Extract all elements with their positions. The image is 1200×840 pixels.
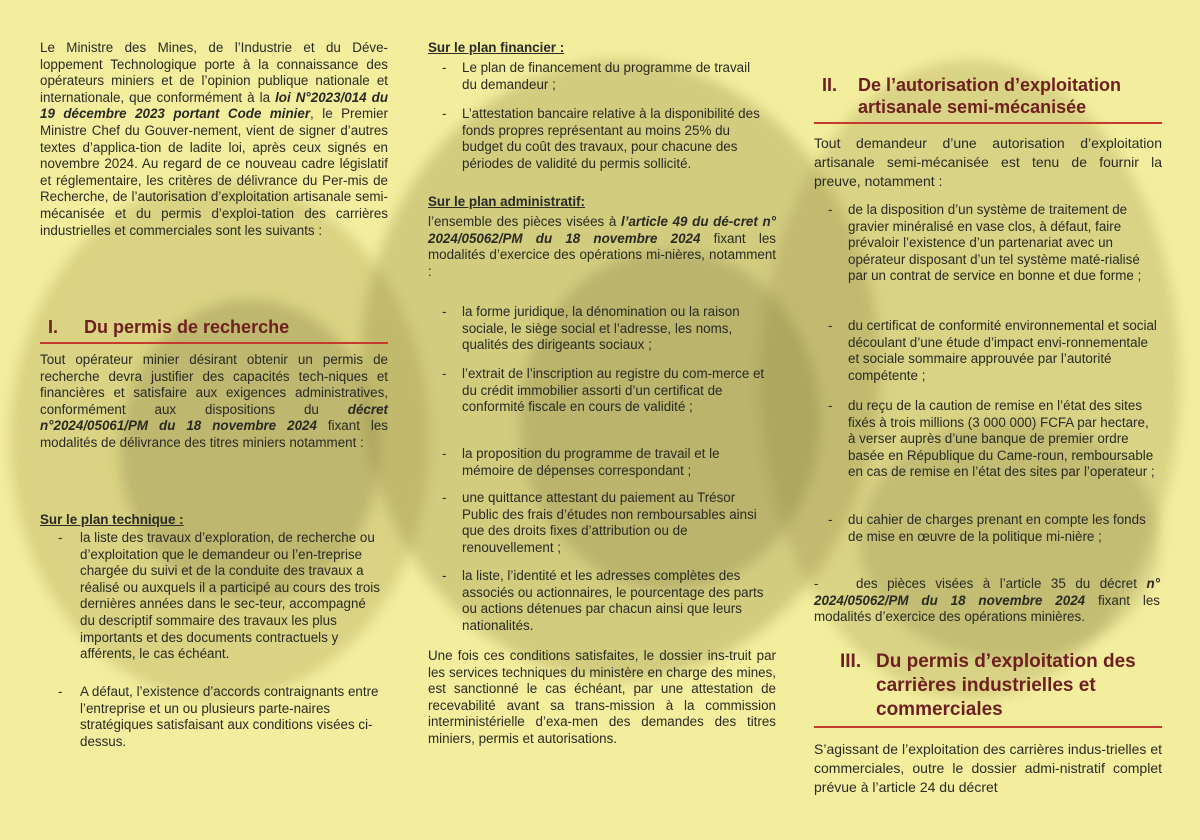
section-2-title-line-2: artisanale semi-mécanisée (858, 97, 1087, 117)
last-item-text-c: fixant les modalités d’exercice des opérations minières. (814, 592, 1160, 625)
list-item-text (814, 576, 1160, 626)
section-3-number: III. (840, 651, 862, 672)
list-item-text: la forme juridique, la dénomination ou la raison sociale, le siège social et l’adresse, les noms, qualités des dirigeants sociaux ; (462, 304, 740, 353)
intro-text-a: Le Ministre des Mines, de l’Industrie et du Déve-loppement Technologique porte à la connaissance des opérateurs miniers et de l’opinion publique nationale et internationale, que conformément à la (40, 40, 388, 105)
list-item: - du certificat de conformité environnemental et social découlant d’une étude d’impact envi-ronnementale et sociale sommaire approuvée par l’autorité compétente ; (828, 318, 1157, 383)
section-2-number: II. (822, 75, 838, 95)
section-1-title: Du permis de recherche (84, 317, 290, 337)
list-item: - la proposition du programme de travail et le mémoire de dépenses correspondant ; (428, 446, 776, 479)
last-item-text-a: des pièces visées à l’article 35 du décret (856, 576, 1147, 591)
list-item-text: A défaut, l’existence d’accords contraignants entre l’entreprise et un ou plusieurs parte-naires stratégiques satisfaisant aux conditions visées ci-dessus. (80, 684, 379, 749)
administrative-text-a: l’ensemble des pièces visées à (428, 214, 622, 229)
list-item: - la liste, l’identité et les adresses complètes des associés ou actionnaires, le pourcentage des parts ou actions détenues par chacun ainsi que leurs nationalités. (428, 568, 776, 634)
list-item-text: une quittance attestant du paiement au Trésor Public des frais d’études non remboursables ainsi que des droits fixes d’attribution ou de renouvellement ; (462, 490, 757, 555)
list-item: - A défaut, l’existence d’accords contraignants entre l’entreprise et un ou plusieurs parte-naires stratégiques satisfaisant aux conditions visées ci-dessus. (58, 684, 379, 749)
list-item: - la forme juridique, la dénomination ou la raison sociale, le siège social et l’adresse, les noms, qualités des dirigeants sociaux ; (428, 304, 776, 354)
list-item: - L’attestation bancaire relative à la disponibilité des fonds propres représentant au moins 25% du budget du coût des travaux, pour chacune des périodes de validité du permis sollicité. (428, 106, 776, 172)
section-3-paragraph: S’agissant de l’exploitation des carrières indus-trielles et commerciales, outre le dossier admi-nistratif complet prévue à l’article 24 du décret (814, 741, 1162, 795)
last-item-decree-ref: n° 2024/05062/PM du 18 novembre 2024 (814, 576, 1160, 608)
list-item-text: l’extrait de l’inscription au registre du com-merce et du crédit immobilier assorti d’un certificat de conformité fiscale en cours de validité ; (462, 366, 765, 415)
intro-text-c: , le Premier Ministre Chef du Gouver-nement, vient de signer d’autres textes d’applica-tion de ladite loi, après ceux signés en novembre 2024. Au regard de ce nouveau cadre législatif et réglementaire, les critères de délivrance du Per-mis de Recherche, de l’autorisation d’exploitation artisanale semi-mécanisée et du permis d’exploi-tation des carrières industrielles et commerciales sont les suivants : (40, 106, 388, 238)
section-1-text-c: fixant les modalités de délivrance des titres miniers notamment : (40, 418, 388, 450)
section-2-intro: Tout demandeur d’une autorisation d’exploitation artisanale semi-mécanisée est tenu de fournir la preuve, notamment : (814, 135, 1162, 189)
list-item-text: du cahier de charges prenant en compte les fonds de mise en œuvre de la politique mi-nière ; (848, 512, 1146, 544)
list-item: - du cahier de charges prenant en compte les fonds de mise en œuvre de la politique mi-nière ; (814, 512, 1162, 545)
section-2-title-line-1: De l’autorisation d’exploitation (858, 75, 1122, 95)
list-item: - de la disposition d’un système de traitement de gravier minéralisé en vase clos, à défaut, faire prévaloir l’existence d’un partenariat avec un opérateur disposant d’un tel système maté-rialisé par un contrat de service en bonne et due forme ; (814, 202, 1162, 285)
administrative-paragraph (428, 214, 776, 280)
section-1-paragraph (40, 352, 388, 452)
list-item-text: du certificat de conformité environnemental et social découlant d’une étude d’impact envi-ronnementale et sociale sommaire approuvée par l’autorité compétente ; (848, 318, 1157, 383)
closing-paragraph: Une fois ces conditions satisfaites, le dossier ins-truit par les services techniques du ministère en charge des mines, est sanctionné le cas échéant, par une attestation de recevabilité avant sa trans-mission à la commission interministérielle d’exa-men des demandes des titres miniers, permis et autorisations. (428, 648, 776, 746)
list-item: - l’extrait de l’inscription au registre du com-merce et du crédit immobilier assorti d’un certificat de conformité fiscale en cours de validité ; (428, 366, 776, 416)
list-item-last: - des pièces visées à l’article 35 du décret n° 2024/05062/PM du 18 novembre 2024 fixant les modalités d’exercice des opérations minières. (814, 576, 1160, 625)
section-3-title-line-3: commerciales (876, 699, 1003, 720)
list-item-text: L’attestation bancaire relative à la disponibilité des fonds propres représentant au moins 25% du budget du coût des travaux, pour chacune des périodes de validité du permis sollicité. (462, 106, 760, 171)
list-item-text: la liste des travaux d’exploration, de recherche ou d’exploitation que le demandeur ou l’en-treprise chargée du suivi et de la conduite des travaux a réalisé ou auxquels il a participé au cours des trois dernières années dans le sec-teur, accompagné du descriptif sommaire des travaux les plus importants et des documents contractuels y afférents, le cas échéant. (80, 530, 380, 662)
list-item-text: de la disposition d’un système de traitement de gravier minéralisé en vase clos, à défaut, faire prévaloir l’existence d’un partenariat avec un opérateur disposant d’un tel système maté-rialisé par un contrat de service en bonne et due forme ; (848, 202, 1142, 284)
section-1-text-a: Tout opérateur minier désirant obtenir un permis de recherche devra justifier des capacités tech-niques et financières et satisfaire aux exigences administratives, conformément aux dispositions du (40, 352, 388, 417)
list-item: - la liste des travaux d’exploration, de recherche ou d’exploitation que le demandeur ou l’en-treprise chargée du suivi et de la conduite des travaux a réalisé ou auxquels il a participé au cours des trois dernières années dans le sec-teur, accompagné du descriptif sommaire des travaux les plus importants et des documents contractuels y afférents, le cas échéant. (58, 530, 380, 662)
section-1-decree-ref: décret n°2024/05061/PM du 18 novembre 2024 (40, 401, 388, 434)
technical-heading: Sur le plan technique : (40, 512, 184, 527)
intro-law-ref: loi N°2023/014 du 19 décembre 2023 portant Code minier (40, 89, 388, 122)
section-3-title-line-2: carrières industrielles et (876, 675, 1096, 696)
administrative-heading: Sur le plan administratif: (428, 194, 585, 209)
section-3-underline (814, 726, 1162, 728)
list-item-text: la liste, l’identité et les adresses complètes des associés ou actionnaires, le pourcentage des parts ou actions détenues par chacun ainsi que leurs nationalités. (462, 568, 764, 633)
section-1-number: I. (48, 317, 59, 337)
administrative-text-c: fixant les modalités d’exercice des opérations mi-nières, notamment : (428, 230, 776, 279)
list-item-text: la proposition du programme de travail et le mémoire de dépenses correspondant ; (462, 446, 720, 478)
list-item: - Le plan de financement du programme de travail du demandeur ; (442, 60, 751, 92)
section-3-title-line-1: Du permis d’exploitation des (876, 651, 1136, 672)
financial-heading: Sur le plan financier : (428, 40, 565, 55)
section-3-heading (840, 650, 1162, 722)
list-item-text: Le plan de financement du programme de travail du demandeur ; (462, 60, 751, 92)
section-1-heading (48, 316, 378, 338)
list-item: - une quittance attestant du paiement au Trésor Public des frais d’études non remboursables ainsi que des droits fixes d’attribution ou de renouvellement ; (428, 490, 776, 556)
administrative-decree-ref: l’article 49 du dé-cret n° 2024/05062/PM du 18 novembre 2024 (428, 214, 777, 246)
section-1-underline (40, 342, 388, 344)
list-item-text: du reçu de la caution de remise en l’état des sites fixés à trois millions (3 000 000) FCFA par hectare, à verser auprès d’une banque de premier ordre basée en République du Came-roun, remboursable en cas de remise en l’état des sites par l’operateur ; (848, 398, 1155, 480)
section-2-underline (814, 122, 1162, 124)
list-item: - du reçu de la caution de remise en l’état des sites fixés à trois millions (3 000 000) FCFA par hectare, à verser auprès d’une banque de premier ordre basée en République du Came-roun, remboursable en cas de remise en l’état des sites par l’operateur ; (814, 398, 1162, 481)
intro-paragraph (40, 40, 388, 239)
section-2-heading (822, 74, 1162, 118)
